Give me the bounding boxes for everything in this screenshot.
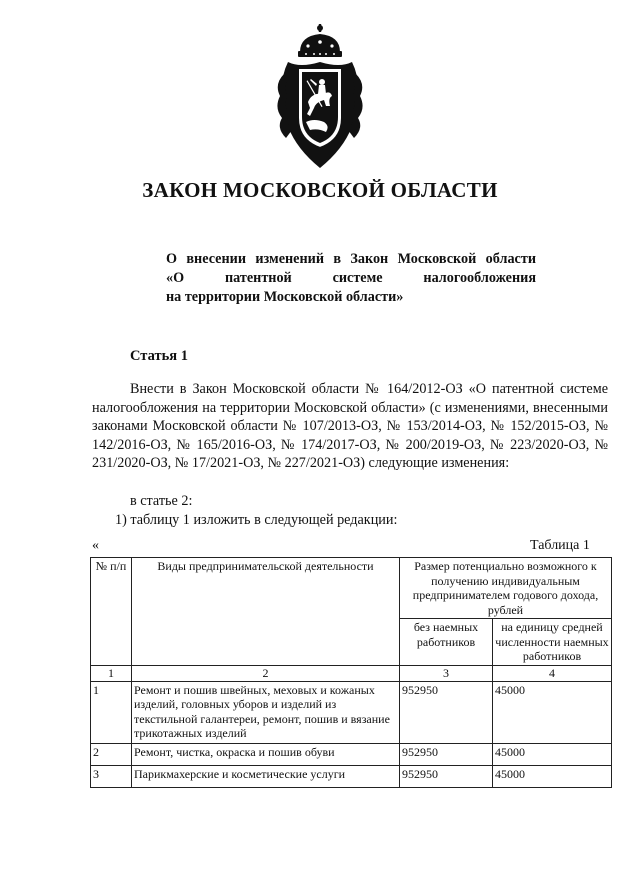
body-paragraph-text: Внести в Закон Московской области № 164/2012-ОЗ «О патентной системе налогообложения на территории Московской области» (с изменениями, внесенными законами Московской области № 107/2013-ОЗ, № 153/2014-ОЗ, № 152/2015-ОЗ, № 142/2016-ОЗ, № 165/2016-ОЗ, № 174/2017-ОЗ, № 200/2019-ОЗ, № 223/2020-ОЗ, № 231/2020-ОЗ, № 17/2021-ОЗ, № 227/2021-ОЗ) следующие изменения: xyxy=(92,381,608,471)
income-table xyxy=(90,557,612,788)
opening-quote: « xyxy=(92,538,99,553)
column-number: 1 xyxy=(91,665,132,681)
table-header-row xyxy=(91,558,612,619)
document-subject xyxy=(166,250,536,307)
moscow-oblast-coat-of-arms-icon xyxy=(270,22,370,172)
header-sub-without-employees: без наемных работников xyxy=(400,619,493,666)
article-heading: Статья 1 xyxy=(130,348,188,364)
header-sub-per-employee: на единицу средней численности наемных работников xyxy=(493,619,612,666)
row-income-per-employee: 45000 xyxy=(493,743,612,765)
row-income-without-employees: 952950 xyxy=(400,681,493,743)
row-number: 1 xyxy=(91,681,132,743)
row-income-per-employee: 45000 xyxy=(493,765,612,787)
table-column-numbers-row xyxy=(91,665,612,681)
row-income-without-employees: 952950 xyxy=(400,743,493,765)
header-col-income: Размер потенциально возможного к получению индивидуальным предпринимателем годового дохода, рублей xyxy=(400,558,612,619)
table-row xyxy=(91,681,612,743)
table-row xyxy=(91,765,612,787)
document-title: ЗАКОН МОСКОВСКОЙ ОБЛАСТИ xyxy=(142,178,498,202)
row-activity: Ремонт и пошив швейных, меховых и кожаных изделий, головных уборов и изделий из текстильной галантереи, ремонт, пошив и вязание трикотажных изделий xyxy=(132,681,400,743)
subject-line: на территории Московской области» xyxy=(166,289,404,305)
column-number: 2 xyxy=(132,665,400,681)
column-number: 4 xyxy=(493,665,612,681)
header-col-number: № п/п xyxy=(91,558,132,666)
row-income-without-employees: 952950 xyxy=(400,765,493,787)
header-col-activity: Виды предпринимательской деятельности xyxy=(132,558,400,666)
row-activity: Ремонт, чистка, окраска и пошив обуви xyxy=(132,743,400,765)
table-label: Таблица 1 xyxy=(530,538,590,553)
row-income-per-employee: 45000 xyxy=(493,681,612,743)
row-activity: Парикмахерские и косметические услуги xyxy=(132,765,400,787)
row-number: 3 xyxy=(91,765,132,787)
subject-line: «О патентной системе налогообложения xyxy=(166,270,536,286)
column-number: 3 xyxy=(400,665,493,681)
subject-line: О внесении изменений в Закон Московской области xyxy=(166,251,536,267)
table-row xyxy=(91,743,612,765)
item-article-ref: в статье 2: xyxy=(130,493,193,509)
body-paragraph xyxy=(92,380,608,473)
item-instruction: 1) таблицу 1 изложить в следующей редакции: xyxy=(115,512,398,528)
row-number: 2 xyxy=(91,743,132,765)
